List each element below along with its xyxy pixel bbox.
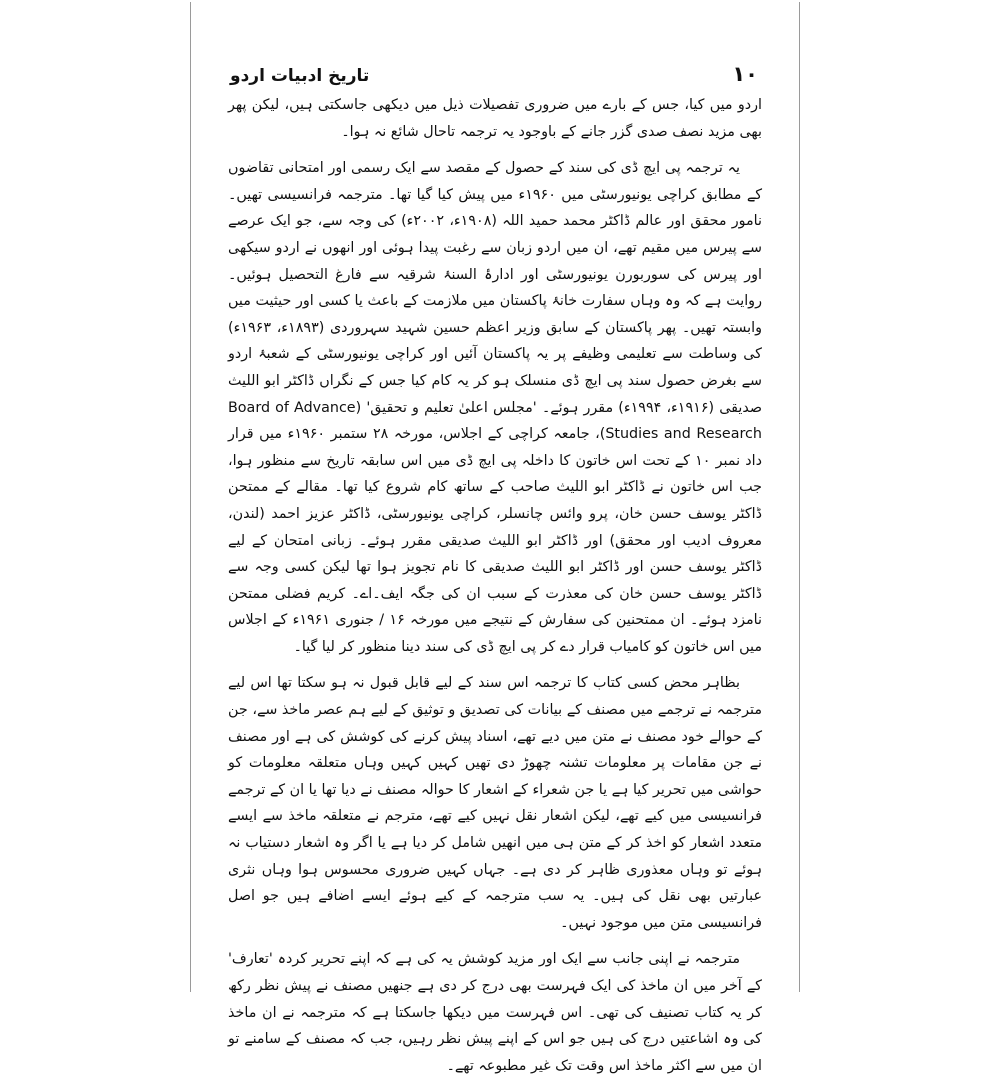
paragraph-4: مترجمہ نے اپنی جانب سے ایک اور مزید کوشش یہ کی ہے کہ اپنے تحریر کردہ 'تعارف' کے آخر میں ان ماخذ کی ایک فہرست بھی درج کر دی ہے جنھیں مصنف نے پیش نظر رکھ کر یہ کتاب تصنیف کی تھی۔ اس فہرست میں دیکھا جاسکتا ہے کہ مترجمہ نے ان ماخذ کی وہ اشاعتیں درج کی ہیں جو اس کے اپنے پیش نظر رہیں، جب کہ مصنف کے سامنے تو ان میں سے اکثر ماخذ اس وقت تک غیر مطبوعہ تھے۔ [228, 951, 762, 1074]
body-text [228, 92, 762, 1079]
running-head [228, 58, 762, 92]
book-title: تاریخ ادبیات اردو [230, 66, 370, 86]
book-page [228, 58, 763, 1074]
paragraph-2: یہ ترجمہ پی ایچ ڈی کی سند کے حصول کے مقصد سے ایک رسمی اور امتحانی تقاضوں کے مطابق کراچی یونیورسٹی میں ۱۹۶۰ء میں پیش کیا گیا تھا۔ مترجمہ فرانسیسی تھیں۔ نامور محقق اور عالم ڈاکٹر محمد حمید اللہ (۱۹۰۸ء، ۲۰۰۲ء) کی وجہ سے، جو ایک عرصے سے پیرس میں مقیم تھے، ان میں اردو زبان سے رغبت پیدا ہوئی اور انھوں نے اردو سیکھی اور پیرس کی سوربورن یونیورسٹی اور ادارۂ السنۂ شرقیہ سے فارغ التحصیل ہوئیں۔ روایت ہے کہ وہ وہاں سفارت خانۂ پاکستان میں ملازمت کے باعث یا کسی اور حیثیت میں وابستہ تھیں۔ پھر پاکستان کے سابق وزیر اعظم حسین شہید سہروردی (۱۸۹۳ء، ۱۹۶۳ء) کی وساطت سے تعلیمی وظیفے پر یہ پاکستان آئیں اور کراچی یونیورسٹی کے شعبۂ اردو سے بغرض حصول سند پی ایچ ڈی منسلک ہو کر یہ کام کیا جس کے نگراں ڈاکٹر ابو اللیث صدیقی (۱۹۱۶ء، ۱۹۹۴ء) مقرر ہوئے۔ 'مجلس اعلیٰ تعلیم و تحقیق' (Board of Advance Studies and Research)، جامعہ کراچی کے اجلاس، مورخہ ۲۸ ستمبر ۱۹۶۰ء میں قرار داد نمبر ۱۰ کے تحت اس خاتون کا داخلہ پی ایچ ڈی میں اس سابقہ تاریخ سے منظور ہوا، جب اس خاتون نے ڈاکٹر ابو اللیث صاحب کے ساتھ کام شروع کیا تھا۔ مقالے کے ممتحن ڈاکٹر یوسف حسن خان، پرو وائس چانسلر، کراچی یونیورسٹی، ڈاکٹر عزیز احمد (لندن، معروف ادیب اور محقق) اور ڈاکٹر ابو اللیث صدیقی مقرر ہوئے۔ زبانی امتحان کے لیے ڈاکٹر یوسف حسن اور ڈاکٹر ابو اللیث صدیقی کا نام تجویز ہوا تھا لیکن کسی وجہ سے ڈاکٹر یوسف حسن خان کی معذرت کے سبب ان کی جگہ ایف۔اے۔ کریم فضلی ممتحن نامزد ہوئے۔ ان ممتحنین کی سفارش کے نتیجے میں مورخہ ۱۶ / جنوری ۱۹۶۱ء کے اجلاس میں اس خاتون کو کامیاب قرار دے کر پی ایچ ڈی کی سند دینا منظور کر لیا گیا۔ [228, 160, 763, 655]
page-number: ۱۰ [732, 62, 758, 86]
paragraph-1: اردو میں کیا، جس کے بارے میں ضروری تفصیلات ذیل میں دیکھی جاسکتی ہیں، لیکن پھر بھی مزید نصف صدی گزر جانے کے باوجود یہ ترجمہ تاحال شائع نہ ہوا۔ [228, 97, 762, 140]
paragraph-3: بظاہر محض کسی کتاب کا ترجمہ اس سند کے لیے قابل قبول نہ ہو سکتا تھا اس لیے مترجمہ نے ترجمے میں مصنف کے بیانات کی تصدیق و توثیق کے لیے ہم عصر ماخذ سے، جن کے حوالے خود مصنف نے متن میں دیے تھے، اسناد پیش کرنے کی کوشش کی ہے اور مصنف نے جن مقامات پر معلومات تشنہ چھوڑ دی تھیں کہیں کہیں وہاں متعلقہ معلومات کو حواشی میں تحریر کیا ہے یا جن شعراء کے اشعار کا حوالہ مصنف نے دیا تھا یا ان کے ترجمے فرانسیسی میں کیے تھے، لیکن اشعار نقل نہیں کیے تھے، مترجم نے متعلقہ ماخذ سے ایسے متعدد اشعار کو اخذ کر کے متن ہی میں انھیں شامل کر دیا ہے یا اگر وہ اشعار دستیاب نہ ہوئے تو وہاں معذوری ظاہر کر دی ہے۔ جہاں کہیں ضروری محسوس ہوا وہاں نثری عبارتیں بھی نقل کی ہیں۔ یہ سب مترجمہ کے کیے ہوئے ایسے اضافے ہیں جو اصل فرانسیسی متن میں موجود نہیں۔ [228, 675, 762, 931]
